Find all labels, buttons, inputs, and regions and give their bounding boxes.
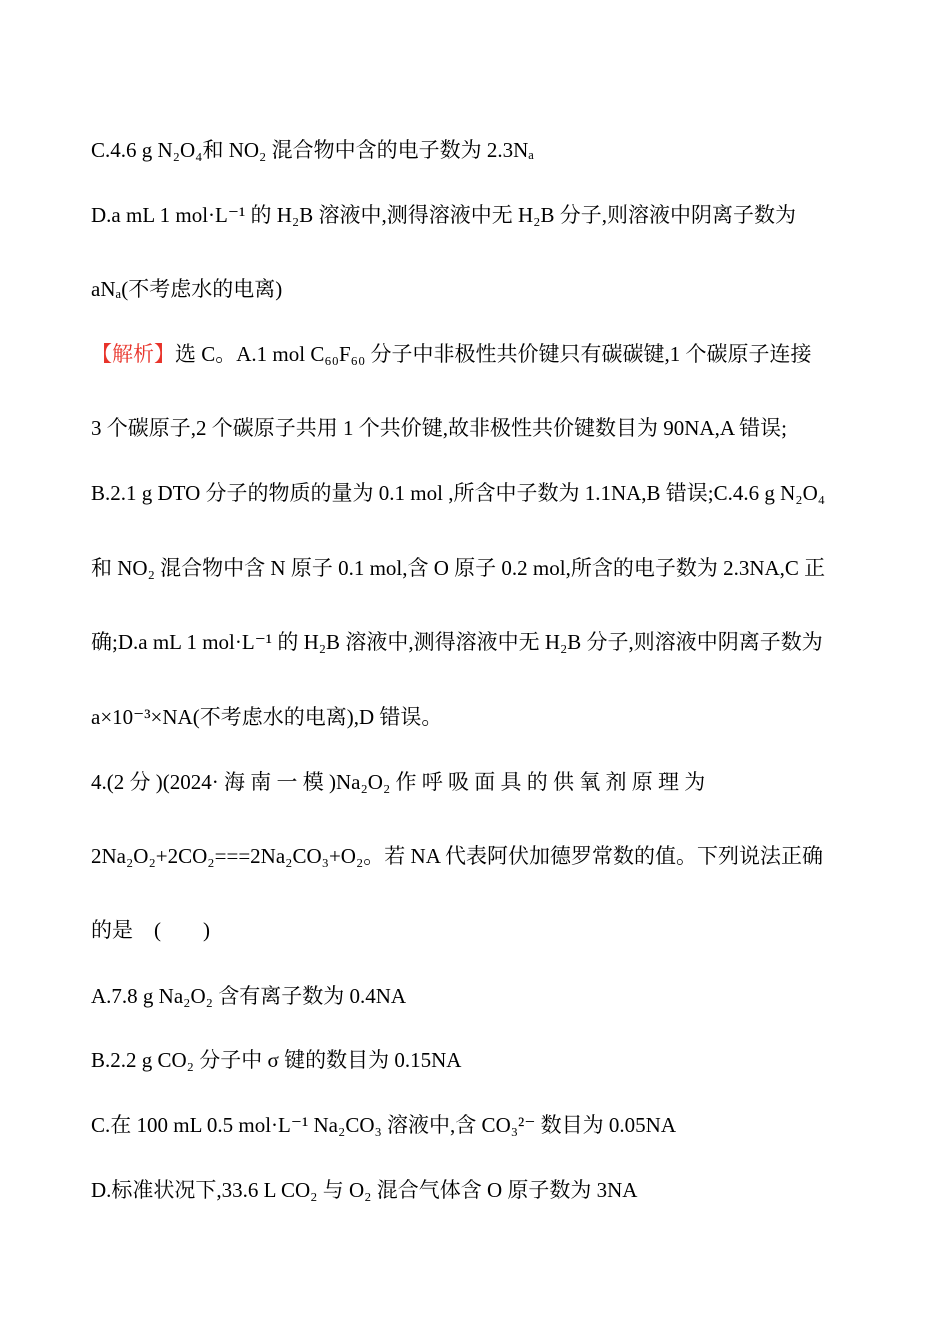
- q3-option-d-line1: D.a mL 1 mol·L⁻¹ 的 H₂B 溶液中,测得溶液中无 H₂B 分子,则溶液中阴离子数为: [91, 203, 796, 227]
- q4-option-b: B.2.2 g CO₂ 分子中 σ 键的数目为 0.15NA: [91, 1048, 462, 1072]
- analysis-line-5: 确;D.a mL 1 mol·L⁻¹ 的 H₂B 溶液中,测得溶液中无 H₂B 分子,则溶液中阴离子数为: [91, 630, 823, 654]
- analysis-line-4: 和 NO₂ 混合物中含 N 原子 0.1 mol,含 O 原子 0.2 mol,所含的电子数为 2.3NA,C 正: [91, 556, 826, 580]
- analysis-tag: 【解析】: [91, 342, 175, 366]
- q4-stem-tail: 的是 ( ): [91, 918, 210, 942]
- analysis-line-1: [91, 339, 859, 369]
- q4-option-a: A.7.8 g Na₂O₂ 含有离子数为 0.4NA: [91, 984, 407, 1008]
- analysis-line-6: a×10⁻³×NA(不考虑水的电离),D 错误。: [91, 705, 443, 729]
- q4-header: 4.(2 分 )(2024· 海 南 一 模 )Na₂O₂ 作 呼 吸 面 具 的 供 氧 剂 原 理 为: [91, 770, 706, 794]
- q3-option-c: C.4.6 g N₂O₄和 NO₂ 混合物中含的电子数为 2.3Nₐ: [91, 138, 535, 162]
- analysis-text: 选 C。A.1 mol C₆₀F₆₀ 分子中非极性共价键只有碳碳键,1 个碳原子连接: [175, 342, 812, 366]
- q4-equation: 2Na₂O₂+2CO₂===2Na₂CO₃+O₂。若 NA 代表阿伏加德罗常数的值。下列说法正确: [91, 844, 823, 868]
- q4-option-c: C.在 100 mL 0.5 mol·L⁻¹ Na₂CO₃ 溶液中,含 CO₃²⁻ 数目为 0.05NA: [91, 1113, 677, 1137]
- analysis-line-2: 3 个碳原子,2 个碳原子共用 1 个共价键,故非极性共价键数目为 90NA,A 错误;: [91, 416, 787, 440]
- q3-option-d-line2: aNₐ(不考虑水的电离): [91, 277, 283, 301]
- analysis-line-3: B.2.1 g DTO 分子的物质的量为 0.1 mol ,所含中子数为 1.1NA,B 错误;C.4.6 g N₂O₄: [91, 481, 826, 505]
- q4-option-d: D.标准状况下,33.6 L CO₂ 与 O₂ 混合气体含 O 原子数为 3NA: [91, 1178, 638, 1202]
